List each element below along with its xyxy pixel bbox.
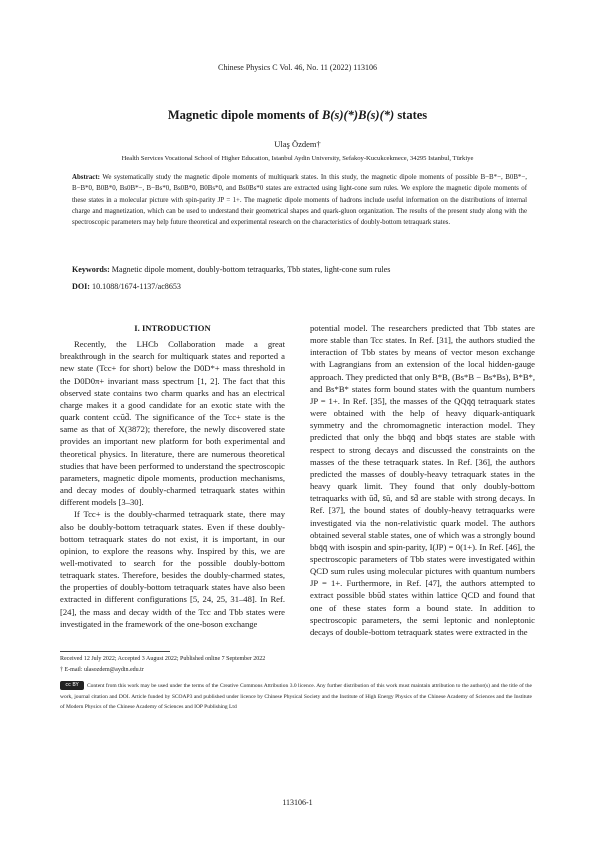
journal-header: Chinese Physics C Vol. 46, No. 11 (2022) 113106 xyxy=(218,63,377,72)
cc-license-icon[interactable]: cc BY xyxy=(60,681,84,690)
abstract xyxy=(72,172,527,228)
title-suffix: states xyxy=(394,108,428,122)
received-dates: Received 12 July 2022; Accepted 3 August 2022; Published online 7 September 2022 xyxy=(60,656,266,662)
doi-link[interactable]: 10.1088/1674-1137/ac8653 xyxy=(92,282,181,291)
abstract-label: Abstract: xyxy=(72,174,100,181)
keywords-text: Magnetic dipole moment, doubly-bottom tetraquarks, Tbb states, light-cone sum rules xyxy=(111,265,391,274)
author-email[interactable]: † E-mail: ulasozdem@aydin.edu.tr xyxy=(60,667,144,673)
page-number: 113106-1 xyxy=(282,798,313,807)
section-heading: I. INTRODUCTION xyxy=(134,323,211,333)
license-text xyxy=(60,681,532,713)
author-name: Ulaş Özdem† xyxy=(274,139,321,149)
right-column xyxy=(310,322,535,638)
left-column xyxy=(60,322,285,630)
paper-title xyxy=(0,108,595,123)
intro-paragraph-1: Recently, the LHCb Collaboration made a great breakthrough in the search for multiquark states and reported a new state (Tcc+ for short) below the D0D*+ mass threshold in the D0D0π+ invariant mass spectrum [1, 2]. The fact that this observed state contains two charm quarks and has an electrical charge makes it a good candidate for an exotic state with the quark content ccūd̄. The significance of the Tcc+ state is the same as that of X(3872); therefore, the newly discovered state provides an important new platform for both experimental and theoretical physics. In literature, there are numerous theoretical studies that have been performed to understand the spectroscopic parameters, magnetic dipole moments, production mechanisms, and decay modes of doubly-charmed tetraquark states within different models [3–30]. xyxy=(60,339,285,508)
footnote-divider xyxy=(60,651,170,652)
doi xyxy=(72,282,532,291)
license-body: Content from this work may be used under the terms of the Creative Commons Attribution 3.0 licence. Any further distribution of this work must maintain attribution to the author(s) and the title of the work, journal citation and DOI. Article funded by SCOAP3 and published under licence by Chinese Physical Society and the Institute of High Energy Physics of the Chinese Academy of Sciences and the Institute of Modern Physics of the Chinese Academy of Sciences and IOP Publishing Ltd xyxy=(60,683,532,710)
title-prefix: Magnetic dipole moments of xyxy=(167,108,322,122)
doi-label: DOI: xyxy=(72,282,90,291)
keywords-label: Keywords: xyxy=(72,265,110,274)
intro-paragraph-3: potential model. The researchers predicted that Tbb states are more stable than Tcc states. In Ref. [31], the authors studied the interaction of Tbb states by means of vector meson exchange with Lagrangians from an extension of the local hidden-gauge approach. They predicted that only B*B, (Bs*B − Bs*Bs), B*B*, and Bs*B* states form bound states with the quantum numbers JP = 1+. In Ref. [35], the masses of the QQq̄q̄ tetraquark states were obtained with the help of heavy diquark-antiquark symmetry and the chromomagnetic interaction model. They predicted that only the bbq̄q̄ and bbq̄s̄ states are stable with respect to strong decays and discussed the constraints on the masses of the these tetraquark states. In Ref. [36], the authors predicted the masses of doubly-heavy tetraquark states in the heavy quark limit. They found that only doubly-bottom tetraquarks with ūd̄, s̄ū, and s̄d̄ are stable with strong decays. In Ref. [37], the bound states of doubly-heavy tetraquarks were investigated via the non-relativistic quark model. The authors obtained several stable states, one of which was a strongly bound bbq̄q̄ with isospin and spin-parity, I(JP) = 0(1+). In Ref. [46], the spectroscopic parameters of Tbb states were investigated within QCD sum rules using molecular pictures with quantum numbers JP = 1+. Furthermore, in Ref. [47], the authors attempted to extract possible bbūd̄ states within lattice QCD and found that one of these states form a bound state. In addition to spectroscopic parameters, the semi leptonic and nonleptonic decays of double-bottom tetraquark states were extracted in the xyxy=(310,323,536,637)
keywords xyxy=(72,265,532,274)
intro-paragraph-2: If Tcc+ is the doubly-charmed tetraquark state, there may also be doubly-bottom tetraquark states. Even if these doubly-bottom tetraquark states do not exist, it is important, in our opinion, to explore the reasons why. Inspired by this, we are well-motivated to search for the possible doubly-bottom tetraquark states. Therefore, besides the doubly-charmed states, the properties of doubly-bottom tetraquark states have also been extracted in different configurations [5, 24, 25, 31–48]. In Ref. [24], the mass and decay width of the Tcc and Tbb states were investigated in the framework of the one-boson exchange xyxy=(60,509,285,629)
abstract-text: We systematically study the magnetic dipole moments of multiquark states. In this study, the magnetic dipole moments of possible B−B*−, B0B*−, B−B*0, B0B*0, Bs0B*−, B−Bs*0, Bs0B*0, B0Bs*0, and Bs0Bs*0 states are extracted using light-cone sum rules. We explore the magnetic dipole moments of these states in a molecular picture with spin-parity JP = 1+. The magnetic dipole moments of hadrons include useful information on the distributions of internal charge and magnetization, which can be used to understand their geometrical shapes and quark-gluon organization. The results of the present study along with the spectroscopic parameters may help future theoretical and experimental research on the characteristics of doubly-bottom tetraquark states. xyxy=(72,174,527,227)
title-symbols: B(s)(*)B(s)(*) xyxy=(321,108,395,122)
affiliation: Health Services Vocational School of Higher Education, Istanbul Aydin University, Sefakoy-Kucukcekmece, 34295 Istanbul, Türkiye xyxy=(121,155,474,162)
